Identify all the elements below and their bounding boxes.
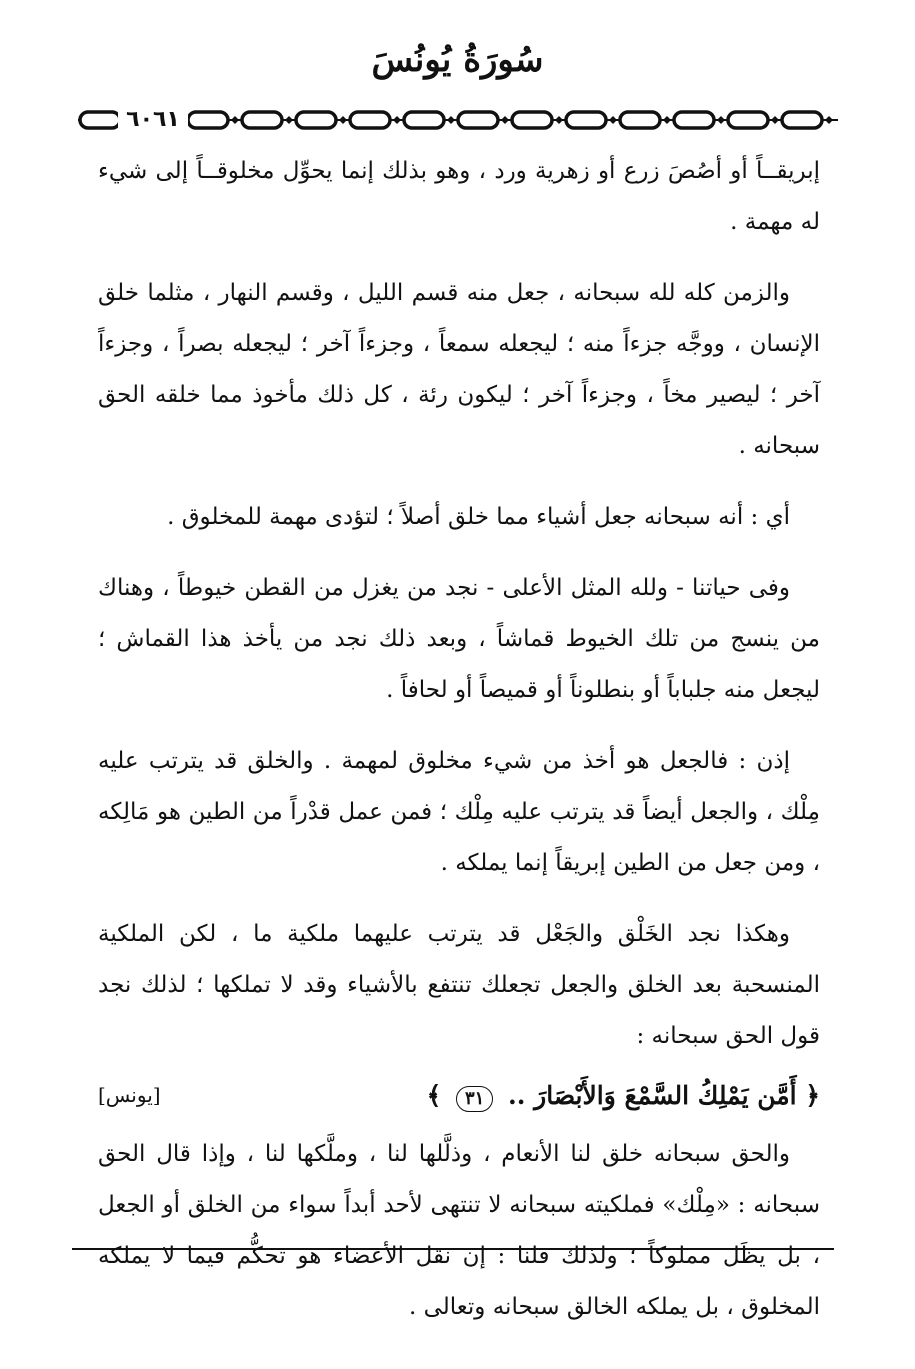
paragraph: إبريقــاً أو أصُصَ زرع أو زهرية ورد ، وهو بذلك إنما يحوِّل مخلوقــاً إلى شيء له مهمة . bbox=[98, 158, 820, 235]
quran-verse bbox=[98, 1070, 820, 1121]
verse-number: ٣١ bbox=[456, 1086, 493, 1112]
paragraph: وهكذا نجد الخَلْق والجَعْل قد يترتب عليهما ملكية ما ، لكن الملكية المنسحبة بعد الخلق والجعل تجعلك تنتفع بالأشياء وقد لا تملكها ؛ لذلك نجد قول الحق سبحانه : bbox=[98, 921, 820, 1049]
page-body bbox=[98, 146, 820, 1333]
surah-title: سُورَةُ يُونُسَ bbox=[371, 40, 544, 80]
verse-close-bracket: ﴾ bbox=[426, 1081, 442, 1110]
footer-divider bbox=[72, 1248, 834, 1250]
verse-text-group bbox=[427, 1070, 820, 1121]
chain-ornament-icon bbox=[78, 100, 838, 140]
paragraph: والزمن كله لله سبحانه ، جعل منه قسم الليل ، وقسم النهار ، مثلما خلق الإنسان ، ووجَّه جزءاً منه ؛ ليجعله سمعاً ، وجزءاً آخر ؛ ليجعله بصراً ، وجزءاً آخر ؛ ليصير مخاً ، وجزءاً آخر ؛ ليكون رئة ، كل ذلك مأخوذ مما خلقه الحق سبحانه . bbox=[98, 280, 820, 459]
paragraph: أي : أنه سبحانه جعل أشياء مما خلق أصلاً ؛ لتؤدى مهمة للمخلوق . bbox=[167, 504, 790, 530]
verse-reference: [يونس] bbox=[98, 1083, 161, 1107]
ornamental-border bbox=[78, 100, 838, 140]
paragraph: إذن : فالجعل هو أخذ من شيء مخلوق لمهمة . والخلق قد يترتب عليه مِلْك ، والجعل أيضاً قد يترتب عليه مِلْك ؛ فمن عمل قدْراً من الطين هو مَالِكه ، ومن جعل من الطين إبريقاً إنما يملكه . bbox=[98, 748, 820, 876]
paragraph: والحق سبحانه خلق لنا الأنعام ، وذلَّلها لنا ، وملَّكها لنا ، وإذا قال الحق سبحانه : «مِلْك» فملكيته سبحانه لا تنتهى لأحد أبداً سواء من الخلق أو الجعل ، بل يظَل مملوكاً ؛ ولذلك قلنا : إن نقل الأعضاء هو تحكُّم فيما لا يملكه المخلوق ، بل يملكه الخالق سبحانه وتعالى . bbox=[98, 1141, 820, 1320]
verse-text: أَمَّن يَمْلِكُ السَّمْعَ وَالأَبْصَارَ .. bbox=[508, 1081, 797, 1110]
verse-open-bracket: ﴿ bbox=[805, 1081, 820, 1110]
paragraph: وفى حياتنا - ولله المثل الأعلى - نجد من يغزل من القطن خيوطاً ، وهناك من ينسج من تلك الخيوط قماشاً ، وبعد ذلك نجد من يأخذ هذا القماش ؛ ليجعل منه جلباباً أو بنطلوناً أو قميصاً أو لحافاً . bbox=[98, 575, 820, 703]
page-number: ٦٠٦١ bbox=[118, 104, 188, 134]
